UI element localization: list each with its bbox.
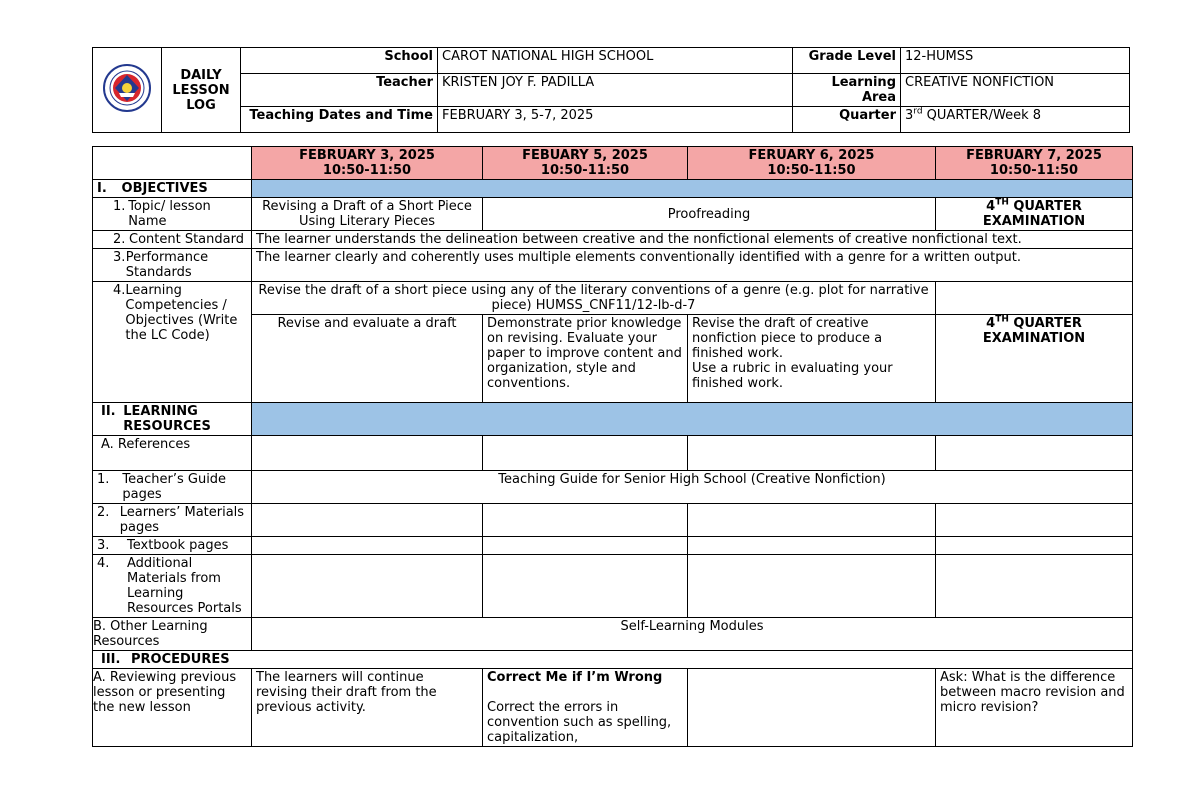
- learners-materials-row: [93, 504, 1133, 537]
- competencies-day-3-a: Revise the draft of creative nonfiction piece to produce a finished work.: [692, 316, 883, 361]
- competencies-day-4-exam: [936, 315, 1133, 403]
- title-line-3: LOG: [186, 97, 216, 113]
- date-header-row: [93, 147, 1133, 180]
- references-day-4: [936, 436, 1133, 471]
- lc-label-text: Learning Competencies / Objectives (Write the LC Code): [125, 283, 238, 343]
- additional-materials-day-2: [483, 555, 688, 618]
- school-value: CAROT NATIONAL HIGH SCHOOL: [438, 48, 793, 74]
- performance-standard-label: [93, 249, 252, 282]
- tb-label-text: Textbook pages: [127, 538, 229, 553]
- resources-bluebar: [252, 403, 1133, 436]
- teachers-guide-row: [93, 471, 1133, 504]
- competencies-row: [93, 282, 1133, 315]
- content-standard-label: [93, 231, 252, 249]
- perf-num: 3.: [113, 250, 126, 265]
- textbook-day-1: [252, 537, 483, 555]
- textbook-day-4: [936, 537, 1133, 555]
- topic-label-text: Topic/ lesson Name: [128, 199, 211, 229]
- references-row: [93, 436, 1133, 471]
- day-4-header: [936, 147, 1133, 180]
- procedures-heading-text: PROCEDURES: [131, 652, 230, 667]
- content-standard-row: [93, 231, 1133, 249]
- other-resources-label: [93, 618, 252, 651]
- grade-level-value: 12-HUMSS: [901, 48, 1130, 74]
- performance-standard-row: [93, 249, 1133, 282]
- procedures-heading: [93, 651, 1133, 669]
- objectives-heading-num: I.: [97, 181, 107, 196]
- tg-num: 1.: [97, 472, 110, 487]
- references-day-3: [688, 436, 936, 471]
- day-1-date: FEBRUARY 3, 2025: [299, 148, 435, 163]
- day-3-time: 10:50-11:50: [767, 163, 856, 178]
- teaching-dates-label: Teaching Dates and Time: [241, 107, 438, 133]
- competencies-main: Revise the draft of a short piece using any of the literary conventions of a genre (e.g. plot for narrative piece) HUMSS_CNF11/12-lb-d-7: [252, 282, 936, 315]
- day-1-time: 10:50-11:50: [322, 163, 412, 178]
- day-3-header: [688, 147, 936, 180]
- topic-day-4-exam: [936, 198, 1133, 231]
- resources-heading: [93, 403, 252, 436]
- quarter-value: [901, 107, 1130, 133]
- teachers-guide-label: [93, 471, 252, 504]
- tb-num: 3.: [97, 538, 110, 553]
- header-table: [92, 47, 1130, 133]
- teaching-dates-value: FEBRUARY 3, 5-7, 2025: [438, 107, 793, 133]
- competencies-day-4-top: [936, 282, 1133, 315]
- topic-label: [93, 198, 252, 231]
- title-line-2: LESSON: [172, 82, 230, 98]
- quarter-suffix: rd: [913, 106, 923, 117]
- learners-materials-label: [93, 504, 252, 537]
- day-1-header: [252, 147, 483, 180]
- reviewing-day-4: Ask: What is the difference between macro revision and micro revision?: [936, 669, 1133, 747]
- grade-level-label: Grade Level: [793, 48, 901, 74]
- day-4-date: FEBRUARY 7, 2025: [966, 148, 1102, 163]
- competencies-label: [93, 282, 252, 403]
- learners-materials-day-2: [483, 504, 688, 537]
- perf-label-text: Performance Standards: [125, 250, 209, 280]
- additional-materials-day-3: [688, 555, 936, 618]
- school-label: School: [241, 48, 438, 74]
- objectives-heading-row: [93, 180, 1133, 198]
- learning-area-label: Learning Area: [793, 74, 901, 107]
- learners-materials-day-3: [688, 504, 936, 537]
- reviewing-day-2: [483, 669, 688, 747]
- textbook-day-2: [483, 537, 688, 555]
- resources-heading-num: II.: [101, 404, 116, 419]
- additional-materials-day-4: [936, 555, 1133, 618]
- lc-num: 4.: [113, 283, 126, 298]
- objectives-heading: [93, 180, 252, 198]
- exam-suffix-2: TH: [995, 314, 1009, 325]
- references-label: A. References: [93, 436, 252, 471]
- day-4-time: 10:50-11:50: [989, 163, 1079, 178]
- additional-materials-row: [93, 555, 1133, 618]
- day-3-date: FERUARY 6, 2025: [748, 148, 875, 163]
- content-standard-value: The learner understands the delineation between creative and the nonfictional elements of creative nonfictional text.: [252, 231, 1133, 249]
- teachers-guide-value: Teaching Guide for Senior High School (Creative Nonfiction): [252, 471, 1133, 504]
- logo-cell: [93, 48, 162, 133]
- quarter-label: Quarter: [793, 107, 901, 133]
- procedures-heading-row: [93, 651, 1133, 669]
- corner-cell: [93, 147, 252, 180]
- reviewing-row: [93, 669, 1133, 747]
- day-2-date: FEBUARY 5, 2025: [522, 148, 648, 163]
- deped-seal-icon: [102, 63, 152, 113]
- textbook-day-3: [688, 537, 936, 555]
- topic-day-1: Revising a Draft of a Short Piece Using Literary Pieces: [252, 198, 483, 231]
- teacher-value: KRISTEN JOY F. PADILLA: [438, 74, 793, 107]
- reviewing-day-1: The learners will continue revising their draft from the previous activity.: [252, 669, 483, 747]
- quarter-text: QUARTER/Week 8: [922, 108, 1041, 123]
- reviewing-day-3: [688, 669, 936, 747]
- learners-materials-day-4: [936, 504, 1133, 537]
- title-line-1: DAILY: [180, 67, 222, 83]
- exam-text-2: QUARTER EXAMINATION: [982, 316, 1086, 346]
- resources-heading-row: [93, 403, 1133, 436]
- resources-heading-text: LEARNING RESOURCES: [123, 404, 211, 434]
- other-resources-value: Self-Learning Modules: [252, 618, 1133, 651]
- learners-materials-day-1: [252, 504, 483, 537]
- learning-area-value: CREATIVE NONFICTION: [901, 74, 1130, 107]
- day-2-header: [483, 147, 688, 180]
- additional-materials-label: [93, 555, 252, 618]
- content-num: 2.: [113, 232, 126, 247]
- objectives-bluebar: [252, 180, 1133, 198]
- lesson-log-table: [92, 146, 1133, 747]
- day-2-time: 10:50-11:50: [540, 163, 630, 178]
- exam-number-2: 4: [986, 316, 996, 331]
- lm-label-text: Learners’ Materials pages: [119, 505, 245, 535]
- daily-lesson-log-title: [162, 48, 241, 133]
- references-day-2: [483, 436, 688, 471]
- exam-text: QUARTER EXAMINATION: [982, 199, 1086, 229]
- teacher-label: Teacher: [241, 74, 438, 107]
- am-label-text: Additional Materials from Learning Resources Portals: [127, 556, 242, 616]
- reviewing-label: A. Reviewing previous lesson or presenting the new lesson: [93, 669, 252, 747]
- textbook-label: [93, 537, 252, 555]
- tg-label-text: Teacher’s Guide pages: [122, 472, 227, 502]
- reviewing-day-2-body: Correct the errors in convention such as spelling, capitalization,: [487, 700, 672, 745]
- topic-row: [93, 198, 1133, 231]
- reviewing-day-2-title: Correct Me if I’m Wrong: [487, 670, 663, 685]
- competencies-day-3: [688, 315, 936, 403]
- exam-suffix: TH: [995, 197, 1009, 208]
- lm-num: 2.: [97, 505, 110, 520]
- competencies-day-1: Revise and evaluate a draft: [252, 315, 483, 403]
- topic-num: 1.: [113, 199, 126, 214]
- topic-day-2-3: Proofreading: [483, 198, 936, 231]
- am-num: 4.: [97, 556, 110, 571]
- references-day-1: [252, 436, 483, 471]
- other-resources-row: [93, 618, 1133, 651]
- competencies-day-2: Demonstrate prior knowledge on revising. Evaluate your paper to improve content and organization, style and conventions.: [483, 315, 688, 403]
- content-label-text: Content Standard: [129, 232, 244, 247]
- textbook-row: [93, 537, 1133, 555]
- competencies-day-3-b: Use a rubric in evaluating your finished work.: [692, 361, 893, 391]
- additional-materials-day-1: [252, 555, 483, 618]
- performance-standard-value: The learner clearly and coherently uses multiple elements conventionally identified with a genre for a written output.: [252, 249, 1133, 282]
- objectives-heading-text: OBJECTIVES: [121, 181, 208, 196]
- other-resources-label-text: B. Other Learning Resources: [93, 619, 208, 649]
- procedures-heading-num: III.: [101, 652, 121, 667]
- exam-number: 4: [986, 199, 996, 214]
- quarter-number: 3: [905, 108, 914, 123]
